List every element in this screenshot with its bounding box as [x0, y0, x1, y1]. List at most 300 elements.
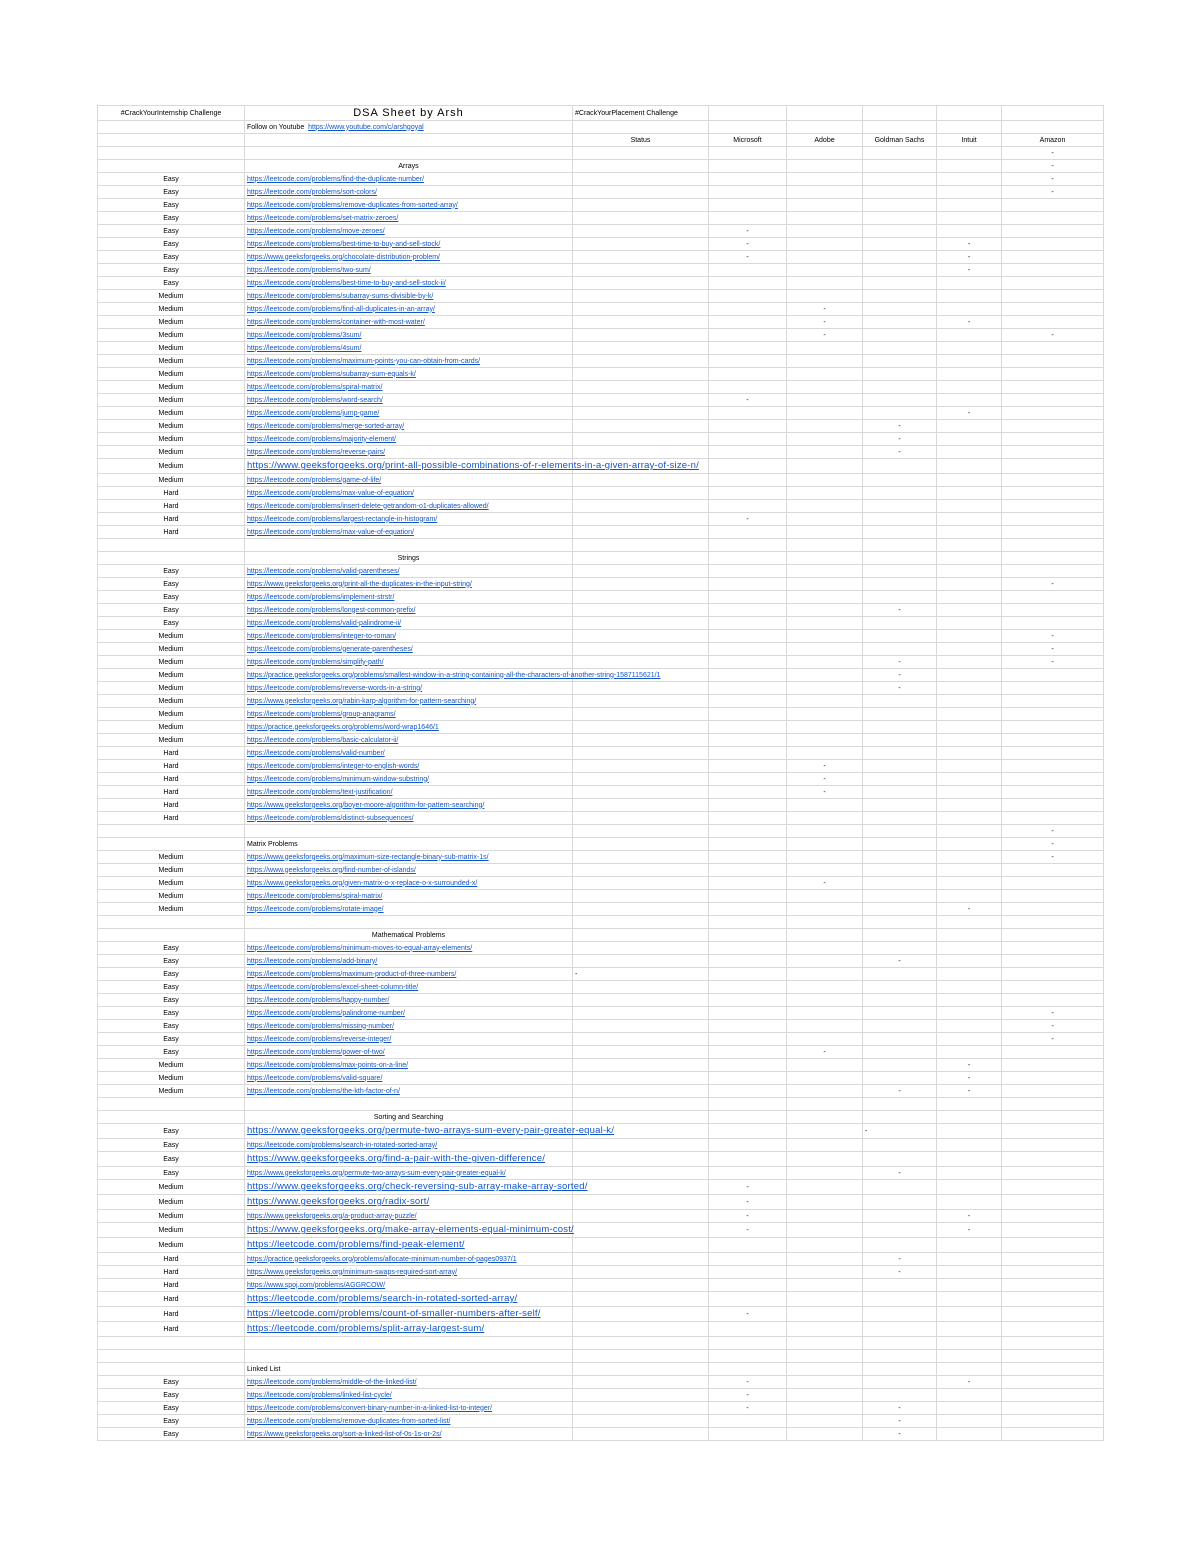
company-mark: -: [967, 1226, 971, 1234]
status-cell: [573, 1195, 709, 1210]
problem-link[interactable]: https://leetcode.com/problems/merge-sorted-array/: [247, 422, 405, 430]
problem-link[interactable]: https://practice.geeksforgeeks.org/problems/smallest-window-in-a-string-containing-all-the-characters-of-another-string-1587115621/1: [247, 671, 661, 679]
problem-link[interactable]: https://leetcode.com/problems/best-time-to-buy-and-sell-stock/: [247, 240, 441, 248]
microsoft-cell: [709, 890, 787, 903]
table-row: [98, 981, 1104, 994]
company-mark: -: [746, 1198, 749, 1206]
microsoft-cell: [709, 656, 787, 669]
adobe-cell: [787, 173, 863, 186]
intuit-cell: [937, 264, 1002, 277]
goldman-sachs-cell: [863, 838, 937, 851]
problem-link[interactable]: https://practice.geeksforgeeks.org/problems/word-wrap1646/1: [247, 723, 439, 731]
microsoft-cell: [709, 877, 787, 890]
problem-link[interactable]: https://leetcode.com/problems/max-value-of-equation/: [247, 528, 414, 536]
company-mark: -: [967, 1074, 971, 1082]
goldman-sachs-cell: [863, 1111, 937, 1124]
adobe-cell: [787, 303, 863, 316]
goldman-sachs-cell: [863, 656, 937, 669]
microsoft-cell: [709, 277, 787, 290]
status-cell: [573, 942, 709, 955]
microsoft-cell: [709, 903, 787, 916]
problem-link[interactable]: https://www.geeksforgeeks.org/radix-sort/: [247, 1196, 430, 1207]
problem-link[interactable]: https://leetcode.com/problems/find-peak-element/: [247, 1239, 465, 1250]
difficulty-cell: Easy: [98, 1124, 245, 1139]
intuit-cell: [937, 981, 1002, 994]
problem-link[interactable]: https://leetcode.com/problems/missing-number/: [247, 1022, 395, 1030]
goldman-sachs-cell: [863, 199, 937, 212]
problem-link[interactable]: https://www.geeksforgeeks.org/print-all-possible-combinations-of-r-elements-in-a-given-array-of-size-n/: [247, 460, 699, 471]
amazon-cell: [1002, 864, 1104, 877]
company-mark: -: [746, 396, 749, 404]
adobe-cell: [787, 1180, 863, 1195]
problem-link[interactable]: https://leetcode.com/problems/remove-duplicates-from-sorted-array/: [247, 201, 458, 209]
status-cell: [573, 643, 709, 656]
microsoft-cell: [709, 394, 787, 407]
problem-link[interactable]: https://www.geeksforgeeks.org/a-product-array-puzzle/: [247, 1212, 417, 1220]
problem-link[interactable]: https://leetcode.com/problems/the-kth-factor-of-n/: [247, 1087, 400, 1095]
microsoft-cell: [709, 1020, 787, 1033]
problem-link[interactable]: https://www.geeksforgeeks.org/maximum-size-rectangle-binary-sub-matrix-1s/: [247, 853, 489, 861]
problem-link[interactable]: https://leetcode.com/problems/minimum-window-substring/: [247, 775, 430, 783]
intuit-cell: [937, 851, 1002, 864]
amazon-cell: [1002, 513, 1104, 526]
goldman-sachs-cell: [863, 760, 937, 773]
status-cell: [573, 526, 709, 539]
adobe-cell: [787, 212, 863, 225]
difficulty-cell: Easy: [98, 1402, 245, 1415]
problem-link[interactable]: https://www.geeksforgeeks.org/sort-a-linked-list-of-0s-1s-or-2s/: [247, 1430, 442, 1438]
problem-link[interactable]: https://leetcode.com/problems/find-the-duplicate-number/: [247, 175, 425, 183]
amazon-cell: [1002, 225, 1104, 238]
problem-link[interactable]: https://www.geeksforgeeks.org/print-all-the-duplicates-in-the-input-string/: [247, 580, 472, 588]
microsoft-cell: [709, 1046, 787, 1059]
intuit-cell: [937, 929, 1002, 942]
problem-link[interactable]: https://leetcode.com/problems/sort-colors/: [247, 188, 377, 196]
adobe-cell: [787, 1376, 863, 1389]
adobe-cell: [787, 1046, 863, 1059]
company-mark: -: [575, 970, 578, 978]
intuit-cell: [937, 968, 1002, 981]
adobe-cell: [787, 1292, 863, 1307]
difficulty-cell: Easy: [98, 955, 245, 968]
adobe-cell: [787, 1266, 863, 1279]
crack-internship-label: #CrackYourInternship Challenge: [98, 106, 245, 121]
problem-link[interactable]: https://www.geeksforgeeks.org/minimum-swaps-required-sort-array/: [247, 1268, 458, 1276]
adobe-cell: [787, 1124, 863, 1139]
microsoft-cell: [709, 526, 787, 539]
company-mark: -: [967, 318, 971, 326]
problem-link[interactable]: https://leetcode.com/problems/4sum/: [247, 344, 362, 352]
col-header-adobe: Adobe: [787, 134, 863, 147]
amazon-cell: [1002, 303, 1104, 316]
problem-link[interactable]: https://leetcode.com/problems/3sum/: [247, 331, 362, 339]
microsoft-cell: [709, 407, 787, 420]
problem-link[interactable]: https://leetcode.com/problems/valid-palindrome-ii/: [247, 619, 402, 627]
problem-link[interactable]: https://leetcode.com/problems/search-in-rotated-sorted-array/: [247, 1293, 518, 1304]
problem-link[interactable]: https://leetcode.com/problems/valid-parentheses/: [247, 567, 400, 575]
difficulty-cell: Easy: [98, 277, 245, 290]
goldman-sachs-cell: [863, 1046, 937, 1059]
adobe-cell: [787, 433, 863, 446]
status-cell: [573, 656, 709, 669]
difficulty-cell: Easy: [98, 186, 245, 199]
amazon-cell: [1002, 786, 1104, 799]
problem-link[interactable]: https://leetcode.com/problems/move-zeroes/: [247, 227, 385, 235]
goldman-sachs-cell: [863, 682, 937, 695]
company-mark: -: [746, 1183, 749, 1191]
problem-link[interactable]: https://www.geeksforgeeks.org/rabin-karp-algorithm-for-pattern-searching/: [247, 697, 477, 705]
difficulty-cell: Medium: [98, 1238, 245, 1253]
goldman-sachs-cell: [863, 329, 937, 342]
problem-link[interactable]: https://www.geeksforgeeks.org/make-array-elements-equal-minimum-cost/: [247, 1224, 574, 1235]
problem-link[interactable]: https://leetcode.com/problems/find-all-duplicates-in-an-array/: [247, 305, 435, 313]
table-row: [98, 643, 1104, 656]
status-cell: [573, 968, 709, 981]
intuit-cell: [937, 212, 1002, 225]
problem-link[interactable]: https://www.geeksforgeeks.org/permute-two-arrays-sum-every-pair-greater-equal-k/: [247, 1169, 506, 1177]
intuit-cell: [937, 1020, 1002, 1033]
problem-link[interactable]: https://leetcode.com/problems/word-search/: [247, 396, 383, 404]
adobe-cell: [787, 851, 863, 864]
intuit-cell: [937, 578, 1002, 591]
problem-link[interactable]: https://leetcode.com/problems/remove-duplicates-from-sorted-list/: [247, 1417, 451, 1425]
section-row: [98, 929, 1104, 942]
goldman-sachs-cell: [863, 355, 937, 368]
difficulty-cell: Hard: [98, 1307, 245, 1322]
amazon-cell: [1002, 407, 1104, 420]
adobe-cell: [787, 238, 863, 251]
intuit-cell: [937, 1085, 1002, 1098]
difficulty-cell: Easy: [98, 225, 245, 238]
table-row: [98, 316, 1104, 329]
problem-link[interactable]: https://www.spoj.com/problems/AGGRCOW/: [247, 1281, 386, 1289]
microsoft-cell: [709, 825, 787, 838]
status-cell: [573, 1337, 709, 1350]
problem-link[interactable]: https://leetcode.com/problems/two-sum/: [247, 266, 371, 274]
adobe-cell: [787, 760, 863, 773]
youtube-link[interactable]: https://www.youtube.com/c/arshgoyal: [308, 123, 424, 131]
problem-link[interactable]: https://leetcode.com/problems/minimum-moves-to-equal-array-elements/: [247, 944, 473, 952]
section-title: Arrays: [245, 160, 573, 173]
goldman-sachs-cell: [863, 903, 937, 916]
table-row: [98, 1415, 1104, 1428]
problem-link[interactable]: https://www.geeksforgeeks.org/boyer-moore-algorithm-for-pattern-searching/: [247, 801, 485, 809]
adobe-cell: [787, 225, 863, 238]
goldman-sachs-cell: [863, 955, 937, 968]
intuit-cell: [937, 1098, 1002, 1111]
adobe-cell: [787, 160, 863, 173]
problem-link[interactable]: https://leetcode.com/problems/spiral-matrix/: [247, 892, 383, 900]
column-header-row: [98, 134, 1104, 147]
problem-link[interactable]: https://leetcode.com/problems/reverse-integer/: [247, 1035, 392, 1043]
problem-link[interactable]: https://leetcode.com/problems/longest-common-prefix/: [247, 606, 416, 614]
problem-link[interactable]: https://leetcode.com/problems/group-anagrams/: [247, 710, 396, 718]
table-row: [98, 1253, 1104, 1266]
intuit-cell: [937, 342, 1002, 355]
adobe-cell: [787, 942, 863, 955]
amazon-cell: [1002, 316, 1104, 329]
intuit-cell: [937, 1322, 1002, 1337]
company-mark: -: [823, 331, 826, 339]
amazon-cell: [1002, 1307, 1104, 1322]
intuit-cell: [937, 1223, 1002, 1238]
status-cell: [573, 578, 709, 591]
microsoft-cell: [709, 838, 787, 851]
amazon-cell: [1002, 539, 1104, 552]
problem-link[interactable]: https://leetcode.com/problems/spiral-matrix/: [247, 383, 383, 391]
amazon-cell: [1002, 433, 1104, 446]
problem-link[interactable]: https://leetcode.com/problems/set-matrix-zeroes/: [247, 214, 399, 222]
amazon-cell: [1002, 591, 1104, 604]
company-mark: -: [898, 1430, 901, 1438]
intuit-cell: [937, 890, 1002, 903]
adobe-cell: [787, 708, 863, 721]
problem-link[interactable]: https://leetcode.com/problems/reverse-words-in-a-string/: [247, 684, 423, 692]
table-row: [98, 342, 1104, 355]
problem-link[interactable]: https://leetcode.com/problems/jump-game/: [247, 409, 380, 417]
goldman-sachs-cell: [863, 394, 937, 407]
intuit-cell: [937, 734, 1002, 747]
problem-link[interactable]: https://leetcode.com/problems/valid-number/: [247, 749, 385, 757]
intuit-cell: [937, 1253, 1002, 1266]
difficulty-cell: Medium: [98, 682, 245, 695]
problem-link[interactable]: https://leetcode.com/problems/generate-parentheses/: [247, 645, 413, 653]
problem-link[interactable]: https://www.geeksforgeeks.org/find-number-of-islands/: [247, 866, 416, 874]
difficulty-cell: Medium: [98, 656, 245, 669]
problem-link[interactable]: https://leetcode.com/problems/integer-to-roman/: [247, 632, 397, 640]
problem-link[interactable]: https://leetcode.com/problems/subarray-sum-equals-k/: [247, 370, 416, 378]
intuit-cell: [937, 199, 1002, 212]
adobe-cell: [787, 316, 863, 329]
intuit-cell: [937, 513, 1002, 526]
table-row: [98, 903, 1104, 916]
problem-link[interactable]: https://leetcode.com/problems/largest-rectangle-in-histogram/: [247, 515, 438, 523]
microsoft-cell: [709, 342, 787, 355]
problem-link[interactable]: https://leetcode.com/problems/best-time-to-buy-and-sell-stock-ii/: [247, 279, 446, 287]
status-cell: [573, 812, 709, 825]
microsoft-cell: [709, 1059, 787, 1072]
microsoft-cell: [709, 1389, 787, 1402]
adobe-cell: [787, 474, 863, 487]
table-row: [98, 264, 1104, 277]
microsoft-cell: [709, 381, 787, 394]
problem-link[interactable]: https://www.geeksforgeeks.org/chocolate-distribution-problem/: [247, 253, 440, 261]
intuit-cell: [937, 916, 1002, 929]
blank-row: [98, 825, 1104, 838]
problem-link[interactable]: https://leetcode.com/problems/subarray-sums-divisible-by-k/: [247, 292, 434, 300]
problem-link[interactable]: https://leetcode.com/problems/distinct-subsequences/: [247, 814, 414, 822]
status-cell: [573, 773, 709, 786]
status-cell: [573, 1139, 709, 1152]
table-row: [98, 186, 1104, 199]
goldman-sachs-cell: [863, 342, 937, 355]
problem-link[interactable]: https://leetcode.com/problems/reverse-pairs/: [247, 448, 386, 456]
amazon-cell: [1002, 1402, 1104, 1415]
amazon-cell: [1002, 1195, 1104, 1210]
intuit-cell: [937, 682, 1002, 695]
intuit-cell: [937, 1195, 1002, 1210]
problem-link[interactable]: https://leetcode.com/problems/implement-strstr/: [247, 593, 395, 601]
difficulty-cell: Hard: [98, 1253, 245, 1266]
status-cell: [573, 1350, 709, 1363]
problem-link[interactable]: https://leetcode.com/problems/middle-of-the-linked-list/: [247, 1378, 417, 1386]
amazon-cell: [1002, 877, 1104, 890]
adobe-cell: [787, 446, 863, 459]
microsoft-cell: [709, 994, 787, 1007]
table-row: [98, 290, 1104, 303]
problem-link[interactable]: https://leetcode.com/problems/valid-square/: [247, 1074, 383, 1082]
problem-link[interactable]: https://leetcode.com/problems/integer-to-english-words/: [247, 762, 420, 770]
section-row: [98, 552, 1104, 565]
adobe-cell: [787, 407, 863, 420]
status-cell: [573, 225, 709, 238]
amazon-cell: [1002, 199, 1104, 212]
table-row: [98, 1180, 1104, 1195]
adobe-cell: [787, 656, 863, 669]
problem-link[interactable]: https://leetcode.com/problems/rotate-image/: [247, 905, 384, 913]
problem-link[interactable]: https://leetcode.com/problems/split-array-largest-sum/: [247, 1323, 485, 1334]
problem-link[interactable]: https://leetcode.com/problems/insert-delete-getrandom-o1-duplicates-allowed/: [247, 502, 489, 510]
problem-link[interactable]: https://leetcode.com/problems/palindrome-number/: [247, 1009, 405, 1017]
problem-link[interactable]: https://leetcode.com/problems/max-points-on-a-line/: [247, 1061, 409, 1069]
problem-link[interactable]: https://leetcode.com/problems/text-justification/: [247, 788, 393, 796]
difficulty-cell: Easy: [98, 264, 245, 277]
status-cell: [573, 890, 709, 903]
microsoft-cell: [709, 1402, 787, 1415]
table-row: [98, 1152, 1104, 1167]
table-row: [98, 1085, 1104, 1098]
intuit-cell: [937, 433, 1002, 446]
microsoft-cell: [709, 212, 787, 225]
amazon-cell: [1002, 264, 1104, 277]
company-mark: -: [898, 1404, 901, 1412]
status-cell: [573, 1059, 709, 1072]
difficulty-cell: Medium: [98, 669, 245, 682]
problem-link[interactable]: https://leetcode.com/problems/max-value-of-equation/: [247, 489, 414, 497]
intuit-cell: [937, 1210, 1002, 1223]
company-mark: -: [898, 1169, 901, 1177]
problem-link[interactable]: https://leetcode.com/problems/count-of-smaller-numbers-after-self/: [247, 1308, 541, 1319]
problem-link[interactable]: https://leetcode.com/problems/game-of-life/: [247, 476, 382, 484]
microsoft-cell: [709, 1111, 787, 1124]
status-cell: [573, 916, 709, 929]
goldman-sachs-cell: [863, 368, 937, 381]
table-row: [98, 474, 1104, 487]
intuit-cell: [937, 838, 1002, 851]
company-mark: -: [1051, 188, 1054, 196]
problem-link[interactable]: https://leetcode.com/problems/basic-calculator-ii/: [247, 736, 399, 744]
problem-link[interactable]: https://leetcode.com/problems/maximum-product-of-three-numbers/: [247, 970, 457, 978]
goldman-sachs-cell: [863, 1223, 937, 1238]
difficulty-cell: Hard: [98, 747, 245, 760]
adobe-cell: [787, 552, 863, 565]
amazon-cell: [1002, 968, 1104, 981]
status-cell: [573, 981, 709, 994]
difficulty-cell: Medium: [98, 381, 245, 394]
problem-link[interactable]: https://leetcode.com/problems/container-with-most-water/: [247, 318, 425, 326]
goldman-sachs-cell: [863, 420, 937, 433]
intuit-cell: [937, 864, 1002, 877]
problem-link[interactable]: https://leetcode.com/problems/happy-number/: [247, 996, 390, 1004]
adobe-cell: [787, 1111, 863, 1124]
adobe-cell: [787, 1307, 863, 1322]
problem-link[interactable]: https://leetcode.com/problems/linked-list-cycle/: [247, 1391, 392, 1399]
status-cell: [573, 1266, 709, 1279]
goldman-sachs-cell: [863, 1307, 937, 1322]
adobe-cell: [787, 251, 863, 264]
table-row: [98, 591, 1104, 604]
status-cell: [573, 1085, 709, 1098]
adobe-cell: [787, 1195, 863, 1210]
problem-link[interactable]: https://leetcode.com/problems/search-in-rotated-sorted-array/: [247, 1141, 438, 1149]
intuit-cell: [937, 1389, 1002, 1402]
microsoft-cell: [709, 474, 787, 487]
problem-link[interactable]: https://leetcode.com/problems/majority-element/: [247, 435, 397, 443]
company-mark: -: [1051, 1035, 1054, 1043]
amazon-cell: [1002, 552, 1104, 565]
intuit-cell: [937, 773, 1002, 786]
company-mark: -: [898, 435, 901, 443]
problem-link[interactable]: https://practice.geeksforgeeks.org/problems/allocate-minimum-number-of-pages0937/1: [247, 1255, 517, 1263]
amazon-cell: [1002, 1376, 1104, 1389]
intuit-cell: [937, 1350, 1002, 1363]
microsoft-cell: [709, 1033, 787, 1046]
difficulty-cell: Easy: [98, 173, 245, 186]
dsa-sheet-table: [97, 105, 1104, 1441]
problem-link[interactable]: https://www.geeksforgeeks.org/permute-two-arrays-sum-every-pair-greater-equal-k/: [247, 1125, 615, 1136]
problem-link[interactable]: https://www.geeksforgeeks.org/check-reversing-sub-array-make-array-sorted/: [247, 1181, 588, 1192]
goldman-sachs-cell: [863, 1139, 937, 1152]
microsoft-cell: [709, 708, 787, 721]
goldman-sachs-cell: [863, 225, 937, 238]
table-row: [98, 877, 1104, 890]
company-mark: -: [746, 1310, 749, 1318]
table-row: [98, 1072, 1104, 1085]
goldman-sachs-cell: [863, 721, 937, 734]
goldman-sachs-cell: [863, 747, 937, 760]
problem-link[interactable]: https://www.geeksforgeeks.org/find-a-pair-with-the-given-difference/: [247, 1153, 546, 1164]
table-row: [98, 1266, 1104, 1279]
problem-link[interactable]: https://leetcode.com/problems/maximum-points-you-can-obtain-from-cards/: [247, 357, 481, 365]
difficulty-cell: Medium: [98, 1059, 245, 1072]
difficulty-cell: Medium: [98, 1210, 245, 1223]
adobe-cell: [787, 578, 863, 591]
company-mark: -: [746, 240, 749, 248]
goldman-sachs-cell: [863, 459, 937, 474]
amazon-cell: [1002, 1139, 1104, 1152]
goldman-sachs-cell: [863, 916, 937, 929]
intuit-cell: [937, 420, 1002, 433]
problem-link[interactable]: https://leetcode.com/problems/power-of-two/: [247, 1048, 385, 1056]
adobe-cell: [787, 981, 863, 994]
microsoft-cell: [709, 316, 787, 329]
company-mark: -: [1051, 331, 1054, 339]
goldman-sachs-cell: [863, 565, 937, 578]
difficulty-cell: Easy: [98, 994, 245, 1007]
amazon-cell: [1002, 851, 1104, 864]
problem-link[interactable]: https://leetcode.com/problems/convert-binary-number-in-a-linked-list-to-integer/: [247, 1404, 493, 1412]
problem-link[interactable]: https://www.geeksforgeeks.org/given-matrix-o-x-replace-o-x-surrounded-x/: [247, 879, 478, 887]
status-cell: [573, 1098, 709, 1111]
goldman-sachs-cell: [863, 1322, 937, 1337]
amazon-cell: [1002, 459, 1104, 474]
status-cell: [573, 186, 709, 199]
col-header-goldman-sachs: Goldman Sachs: [863, 134, 937, 147]
problem-link[interactable]: https://leetcode.com/problems/add-binary/: [247, 957, 378, 965]
problem-link[interactable]: https://leetcode.com/problems/excel-sheet-column-title/: [247, 983, 419, 991]
problem-link[interactable]: https://leetcode.com/problems/simplify-path/: [247, 658, 384, 666]
table-row: [98, 630, 1104, 643]
